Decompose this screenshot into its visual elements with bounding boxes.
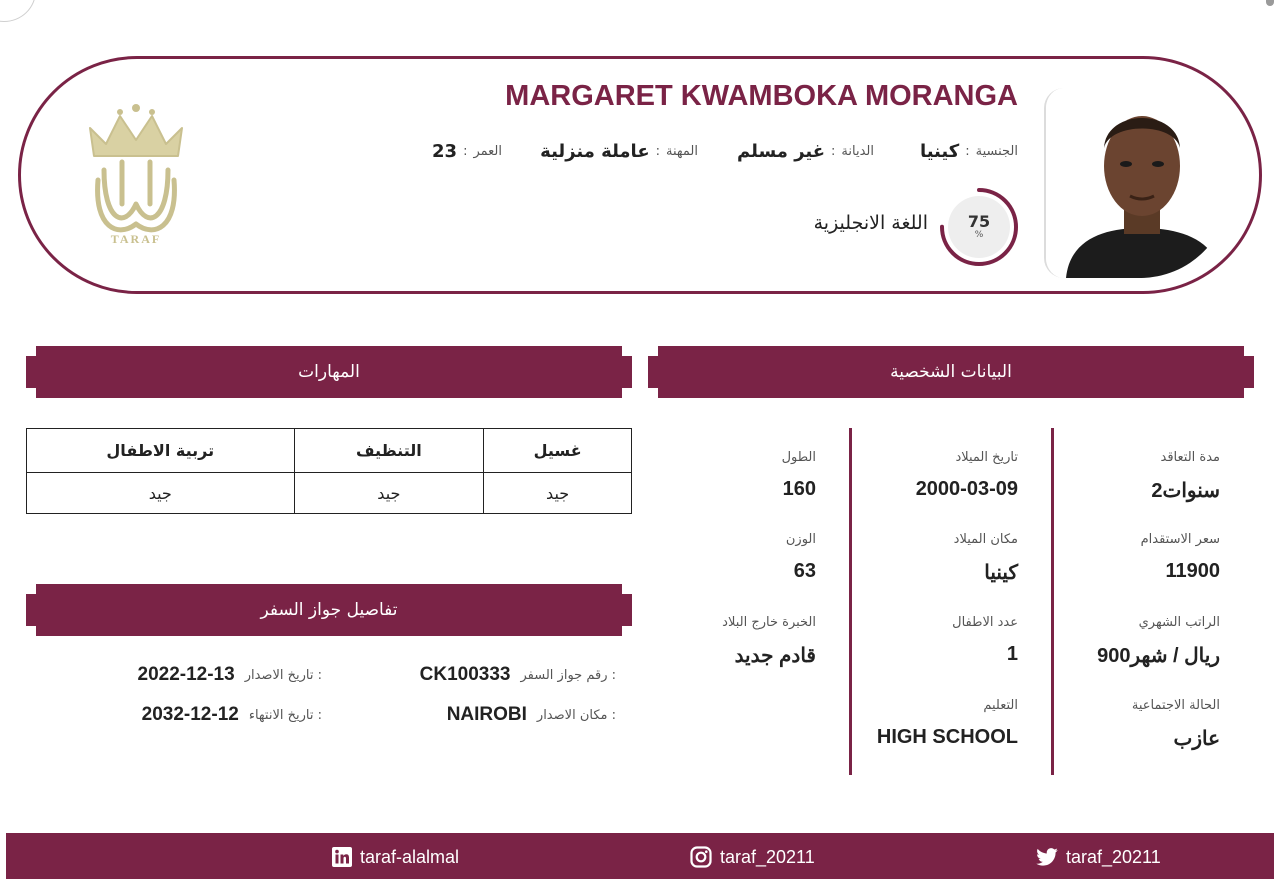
contract-label: مدة التعاقد [1160, 450, 1220, 465]
passport-expiry [142, 704, 322, 726]
children-field [952, 615, 1018, 666]
price-field [1141, 532, 1220, 583]
age-label: العمر [473, 143, 502, 159]
divider [849, 428, 852, 775]
table-header-row [27, 429, 632, 473]
weight-field [786, 532, 816, 583]
linkedin-handle: taraf-alalmal [360, 846, 460, 867]
weight-label: الوزن [785, 532, 816, 547]
education-label: التعليم [983, 698, 1018, 713]
scrollbar-thumb[interactable] [1266, 0, 1274, 6]
table-row [27, 473, 632, 514]
birthplace-value: كينيا [984, 562, 1018, 584]
passport-issue-date [138, 664, 323, 686]
skills-banner [26, 346, 632, 398]
expiry-value: 2032-12-12 [141, 704, 239, 725]
salary-value: 900ريال / شهر [1097, 645, 1220, 667]
table-cell: جيد [484, 473, 632, 514]
passport-number-value: CK100333 [419, 664, 511, 685]
expiry-label: تاريخ الانتهاء : [248, 707, 322, 723]
table-cell: جيد [294, 473, 484, 514]
price-value: 11900 [1165, 560, 1220, 582]
twitter-link[interactable] [1036, 844, 1161, 870]
personal-title: البيانات الشخصية [890, 362, 1012, 382]
personal-banner [648, 346, 1254, 398]
birthplace-label: مكان الميلاد [953, 532, 1018, 547]
passport-number [420, 664, 616, 686]
children-label: عدد الاطفال [952, 615, 1018, 630]
corner-circle-decoration [0, 0, 36, 22]
issue-date-label: تاريخ الاصدار : [244, 667, 322, 683]
marital-field [1132, 698, 1220, 751]
colon: : [463, 143, 468, 159]
experience-value: قادم جديد [734, 645, 816, 667]
issue-place-value: NAIROBI [446, 704, 527, 725]
logo-text: TARAF [110, 232, 162, 246]
nationality-label: الجنسية [975, 143, 1018, 159]
linkedin-icon [332, 847, 352, 867]
meta-age [432, 136, 502, 166]
colon: : [831, 143, 836, 159]
education-value: HIGH SCHOOL [876, 726, 1018, 748]
birthdate-value: 2000-03-09 [915, 478, 1018, 500]
education-field [877, 698, 1018, 749]
twitter-icon [1036, 848, 1058, 866]
children-value: 1 [1006, 643, 1018, 665]
salary-field [1097, 615, 1220, 668]
skills-table [26, 428, 632, 514]
experience-field [722, 615, 816, 668]
age-value: 23 [432, 140, 458, 162]
issue-place-label: مكان الاصدار : [536, 707, 616, 723]
percent-sign: % [974, 230, 984, 240]
religion-value: غير مسلم [737, 140, 826, 162]
nationality-value: كينيا [919, 140, 960, 162]
table-header-cell: تربية الاطفال [27, 429, 295, 473]
colon: : [965, 143, 970, 159]
table-header-cell: غسيل [484, 429, 632, 473]
birthplace-field [954, 532, 1018, 585]
taraf-logo [84, 100, 188, 250]
meta-profession [540, 136, 698, 166]
language-percent: 75 [967, 212, 991, 231]
contract-value: 2سنوات [1151, 480, 1220, 502]
profession-label: المهنة [666, 143, 698, 159]
meta-nationality [920, 136, 1018, 166]
instagram-link[interactable] [690, 844, 815, 870]
experience-label: الخبرة خارج البلاد [722, 615, 816, 630]
skills-title: المهارات [298, 362, 360, 382]
salary-label: الراتب الشهري [1138, 615, 1220, 630]
instagram-handle: taraf_20211 [720, 846, 815, 867]
meta-religion [737, 136, 874, 166]
passport-number-label: رقم جواز السفر : [520, 667, 616, 683]
marital-value: عازب [1173, 728, 1220, 750]
instagram-icon [690, 846, 712, 868]
birthdate-label: تاريخ الميلاد [955, 450, 1018, 465]
colon: : [655, 143, 661, 159]
passport-banner [26, 584, 632, 636]
height-field [782, 450, 816, 501]
linkedin-link[interactable] [332, 844, 459, 870]
table-header-cell: التنظيف [294, 429, 484, 473]
price-label: سعر الاستقدام [1140, 532, 1220, 547]
religion-label: الديانة [841, 143, 874, 159]
candidate-photo [1044, 88, 1230, 278]
birthdate-field [916, 450, 1018, 501]
passport-title: تفاصيل جواز السفر [260, 600, 398, 620]
twitter-handle: taraf_20211 [1066, 846, 1161, 867]
language-label: اللغة الانجليزية [813, 212, 928, 234]
issue-date-value: 2022-12-13 [137, 664, 235, 685]
contract-field [1151, 450, 1220, 503]
divider [1051, 428, 1054, 775]
marital-label: الحالة الاجتماعية [1131, 698, 1220, 713]
candidate-name: MARGARET KWAMBOKA MORANGA [505, 80, 1018, 112]
weight-value: 63 [793, 560, 816, 582]
profession-value: عاملة منزلية [540, 140, 650, 162]
height-label: الطول [781, 450, 816, 465]
table-cell: جيد [27, 473, 295, 514]
passport-issue-place [447, 704, 616, 726]
height-value: 160 [782, 478, 816, 500]
